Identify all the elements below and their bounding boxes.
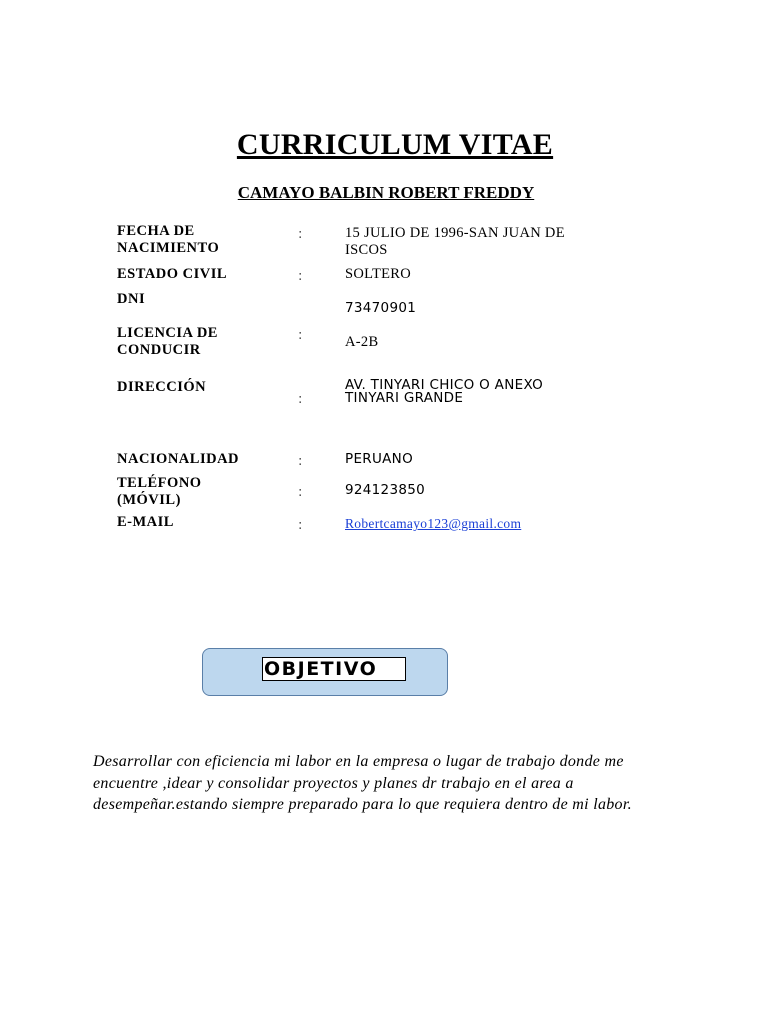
- label-marital-status: ESTADO CIVIL: [117, 266, 228, 282]
- value-nationality: PERUANO: [345, 451, 413, 467]
- label-nationality: NACIONALIDAD: [117, 451, 240, 467]
- label-driver-license: LICENCIA DE CONDUCIR: [117, 325, 218, 358]
- value-address: AV. TINYARI CHICO O ANEXO TINYARI GRANDE: [345, 377, 544, 406]
- objective-heading: OBJETIVO: [262, 657, 406, 681]
- value-phone: 924123850: [345, 482, 426, 498]
- value-marital-status: SOLTERO: [345, 266, 412, 282]
- label-dni: DNI: [117, 291, 146, 307]
- label-phone: TELÉFONO (MÓVIL): [117, 475, 202, 508]
- label-birth-date: FECHA DE NACIMIENTO: [117, 223, 220, 256]
- separator: :: [298, 328, 303, 343]
- separator: :: [298, 392, 303, 407]
- value-dni: 73470901: [345, 300, 417, 316]
- cv-title: CURRICULUM VITAE: [236, 128, 554, 161]
- separator: :: [298, 518, 303, 533]
- objective-text: Desarrollar con eficiencia mi labor en la empresa o lugar de trabajo donde me encuentre ,idear y consolidar proyectos y planes dr trabajo en el area a desempeñar.estando siempre preparado para lo que requiera dentro de mi labor.: [93, 753, 632, 813]
- separator: :: [298, 454, 303, 469]
- label-address: DIRECCIÓN: [117, 379, 207, 395]
- value-driver-license: A-2B: [345, 334, 379, 350]
- value-email-container: [345, 515, 595, 533]
- email-link[interactable]: Robertcamayo123@gmail.com: [345, 516, 522, 531]
- separator: :: [298, 485, 303, 500]
- separator: :: [298, 269, 303, 284]
- separator: :: [298, 227, 303, 242]
- applicant-name: CAMAYO BALBIN ROBERT FREDDY: [237, 183, 535, 202]
- label-email: E-MAIL: [117, 514, 174, 530]
- value-birth-date: 15 JULIO DE 1996-SAN JUAN DE ISCOS: [345, 225, 565, 258]
